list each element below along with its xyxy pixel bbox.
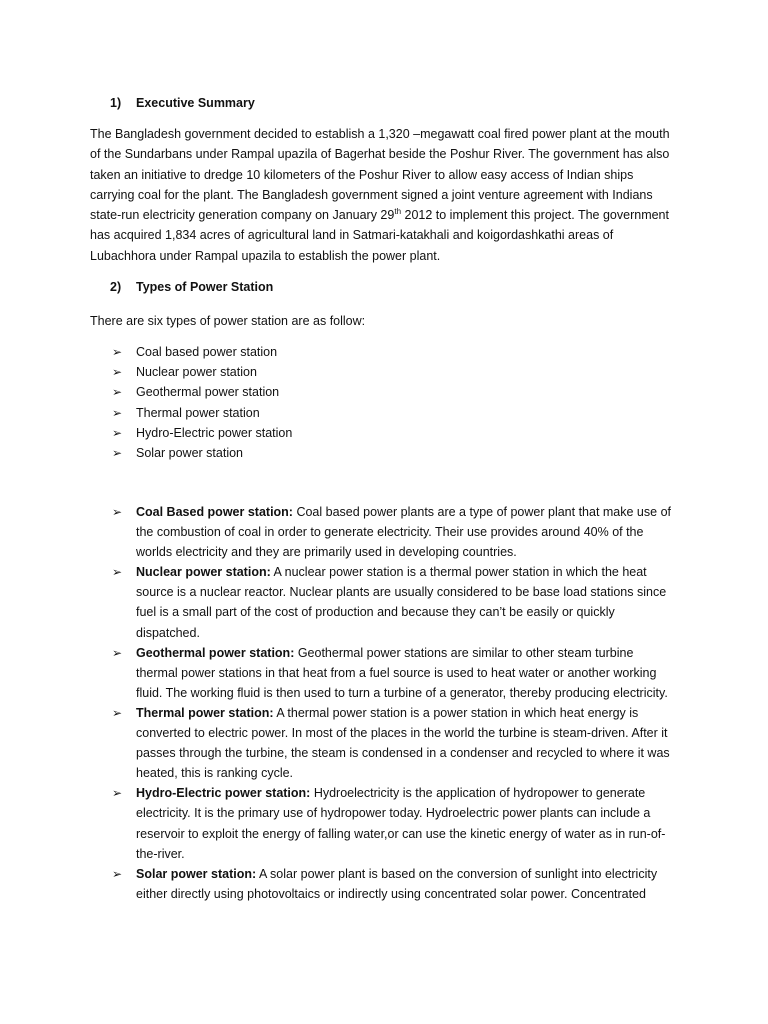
- arrow-bullet-icon: ➢: [112, 565, 123, 580]
- summary-text-part1: The Bangladesh government decided to establish a 1,320 –megawatt coal fired power plant at the mouth of the Sundarbans under Rampal upazila of Bagerhat beside the Poshur River. The government has also taken an initiative to dredge 10 kilometers of the Poshur River to allow easy access of Indian ships carrying coal for the plant. The Bangladesh government signed a joint venture agreement with Indians state-run electricity generation company on January 29: [90, 127, 670, 223]
- arrow-bullet-icon: ➢: [112, 405, 123, 420]
- arrow-bullet-icon: ➢: [112, 345, 123, 359]
- definition-item-solar: [112, 864, 672, 904]
- executive-summary-paragraph: [90, 124, 680, 266]
- definition-term: Thermal power station:: [136, 705, 274, 720]
- definition-item-thermal: [112, 703, 672, 783]
- power-station-types-list: [112, 342, 292, 463]
- types-intro-text: There are six types of power station are as follow:: [90, 314, 366, 328]
- definition-text: A solar power plant is based on the conversion of sunlight into electricity either directly using photovoltaics or indirectly using concentrated solar power. Concentrated: [136, 866, 658, 901]
- definition-term: Coal Based power station:: [136, 505, 293, 519]
- list-item: ➢ Solar power station: [112, 443, 292, 463]
- arrow-bullet-icon: ➢: [112, 446, 123, 461]
- list-item: ➢ Thermal power station: [112, 403, 292, 423]
- ordinal-superscript: th: [394, 207, 402, 217]
- definition-item-nuclear: [112, 562, 672, 642]
- list-item: ➢ Coal based power station: [112, 342, 292, 362]
- arrow-bullet-icon: ➢: [112, 365, 123, 380]
- arrow-bullet-icon: ➢: [112, 425, 123, 440]
- arrow-bullet-icon: ➢: [112, 705, 123, 720]
- definition-term: Nuclear power station:: [136, 565, 271, 580]
- definition-item-hydro: [112, 783, 672, 863]
- arrow-bullet-icon: ➢: [112, 866, 123, 881]
- list-item: ➢ Nuclear power station: [112, 362, 292, 382]
- arrow-bullet-icon: ➢: [112, 385, 123, 400]
- arrow-bullet-icon: ➢: [112, 645, 123, 660]
- list-item: ➢ Geothermal power station: [112, 382, 292, 402]
- definition-text: Coal based power plants are a type of power plant that make use of the combustion of coal in order to generate electricity. Their use provides around 40% of the worlds electricity and they are primarily used in developing countries.: [136, 505, 671, 560]
- definition-term: Hydro-Electric power station:: [136, 786, 311, 801]
- section-heading-types-of-power-station: [110, 279, 273, 295]
- definition-text: Geothermal power stations are similar to other steam turbine thermal power stations in that heat from a fuel source is used to heat water or another working fluid. The working fluid is then used to turn a turbine of a generator, thereby producing electricity.: [136, 645, 668, 700]
- section-title: Types of Power Station: [136, 280, 274, 294]
- power-station-definitions-list: [112, 502, 672, 904]
- section-title: Executive Summary: [136, 96, 255, 110]
- definition-text: Hydroelectricity is the application of hydropower to generate electricity. It is the primary use of hydropower today. Hydroelectric power plants can include a reservoir to exploit the energy of falling water,or can use the kinetic energy of water as in run-of-the-river.: [136, 786, 666, 861]
- section-number: 1): [110, 96, 122, 110]
- definition-item-geothermal: [112, 643, 672, 703]
- section-heading-executive-summary: [110, 95, 255, 111]
- list-item: ➢ Hydro-Electric power station: [112, 423, 292, 443]
- definition-term: Solar power station:: [136, 866, 257, 881]
- summary-text-part2: 2012 to implement this project. The government has acquired 1,834 acres of agricultural land in Satmari-katakhali and koigordashkathi areas of Lubachhora under Rampal upazila to establish the power plant.: [90, 208, 669, 263]
- definition-text: A thermal power station is a power station in which heat energy is converted to electric power. In most of the places in the world the turbine is steam-driven. After it passes through the turbine, the steam is condensed in a condenser and recycled to where it was heated, this is ranking cycle.: [136, 705, 670, 781]
- arrow-bullet-icon: ➢: [112, 505, 123, 519]
- section-number: 2): [110, 280, 122, 294]
- definition-term: Geothermal power station:: [136, 645, 295, 660]
- arrow-bullet-icon: ➢: [112, 786, 123, 801]
- definition-text: A nuclear power station is a thermal power station in which the heat source is a nuclear reactor. Nuclear plants are usually considered to be base load stations since fuel is a small part of the cost of production and because they can’t be easily or quickly dispatched.: [136, 565, 667, 640]
- definition-item-coal: [112, 502, 672, 562]
